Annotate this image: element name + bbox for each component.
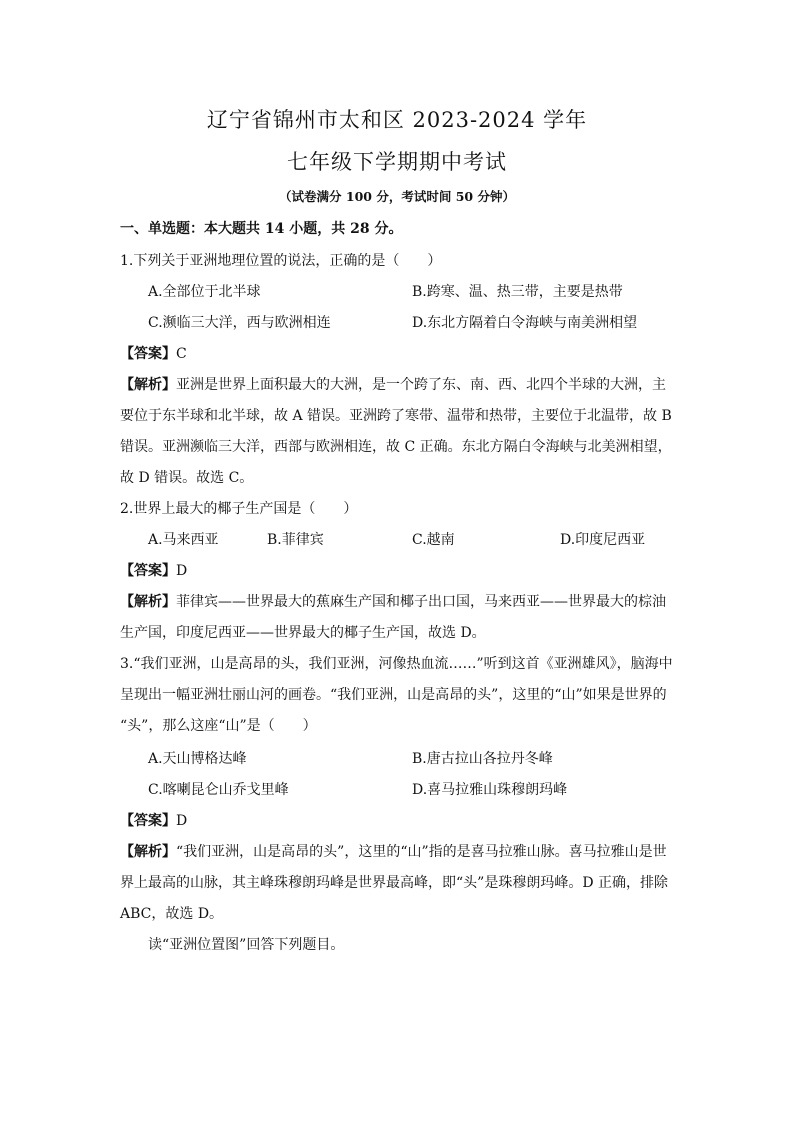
q3-option-b: B.唐古拉山各拉丹冬峰: [412, 751, 553, 767]
q3-answer: [120, 810, 187, 830]
q2-answer: [120, 560, 187, 580]
q2-option-a: A.马来西亚: [148, 532, 219, 548]
q3-analysis-line-2: 界上最高的山脉，其主峰珠穆朗玛峰是世界最高峰，即“头”是珠穆朗玛峰。D 正确，排除: [120, 875, 668, 891]
answer-label: 【答案】: [120, 346, 176, 362]
exam-title-line1: 辽宁省锦州市太和区 2023-2024 学年: [206, 108, 588, 132]
analysis-label: 【解析】: [120, 377, 176, 393]
answer-value: D: [176, 563, 188, 579]
q2-analysis-line-1: 【解析】菲律宾——世界最大的蕉麻生产国和椰子出口国，马来西亚——世界最大的棕油: [120, 594, 666, 610]
q2-option-b: B.菲律宾: [267, 532, 324, 548]
section-heading: 一、单选题：本大题共 14 小题，共 28 分。: [120, 221, 403, 237]
q3-analysis-line-3: ABC，故选 D。: [120, 906, 224, 922]
answer-label: 【答案】: [120, 813, 176, 829]
answer-value: C: [176, 346, 187, 362]
question-3-stem-line-3: “头”，那么这座“山”是（ ）: [120, 718, 317, 734]
q1-option-b: B.跨寒、温、热三带，主要是热带: [412, 284, 623, 300]
q1-option-c: C.濒临三大洋，西与欧洲相连: [148, 315, 331, 331]
question-1-stem: 1.下列关于亚洲地理位置的说法，正确的是（ ）: [120, 253, 442, 269]
q1-analysis-line-1: 【解析】亚洲是世界上面积最大的大洲，是一个跨了东、南、西、北四个半球的大洲，主: [120, 377, 666, 393]
q2-analysis-line-2: 生产国，印度尼西亚——世界最大的椰子生产国，故选 D。: [120, 625, 486, 641]
q1-option-a: A.全部位于北半球: [148, 284, 261, 300]
analysis-label: 【解析】: [120, 594, 176, 610]
q1-analysis-line-2: 要位于东半球和北半球，故 A 错误。亚洲跨了寒带、温带和热带，主要位于北温带，故 B: [120, 408, 672, 424]
analysis-label: 【解析】: [120, 844, 176, 860]
exam-title-line2: 七年级下学期期中考试: [287, 150, 507, 174]
q1-analysis-line-4: 故 D 错误。故选 C。: [120, 470, 254, 486]
q1-option-d: D.东北方隔着白令海峡与南美洲相望: [412, 315, 638, 331]
q3-option-c: C.喀喇昆仑山乔戈里峰: [148, 782, 289, 798]
question-3-stem-line-2: 呈现出一幅亚洲壮丽山河的画卷。“我们亚洲，山是高昂的头”，这里的“山”如果是世界的: [120, 687, 667, 703]
exam-note: （试卷满分 100 分，考试时间 50 分钟）: [279, 189, 515, 204]
q1-answer: [120, 343, 187, 363]
question-3-stem-line-1: 3.“我们亚洲，山是高昂的头，我们亚洲，河像热血流……”听到这首《亚洲雄风》，脑海中: [120, 656, 673, 672]
reading-prompt: 读“亚洲位置图”回答下列题目。: [148, 937, 345, 953]
answer-label: 【答案】: [120, 563, 176, 579]
q2-option-d: D.印度尼西亚: [560, 532, 646, 548]
question-2-stem: 2.世界上最大的椰子生产国是（ ）: [120, 501, 358, 517]
answer-value: D: [176, 813, 188, 829]
q1-analysis-line-3: 错误。亚洲濒临三大洋，西部与欧洲相连，故 C 正确。东北方隔白令海峡与北美洲相望，: [120, 439, 672, 455]
q2-option-c: C.越南: [412, 532, 455, 548]
q3-option-a: A.天山博格达峰: [148, 751, 247, 767]
q3-option-d: D.喜马拉雅山珠穆朗玛峰: [412, 782, 568, 798]
q3-analysis-line-1: 【解析】“我们亚洲，山是高昂的头”，这里的“山”指的是喜马拉雅山脉。喜马拉雅山是世: [120, 844, 667, 860]
